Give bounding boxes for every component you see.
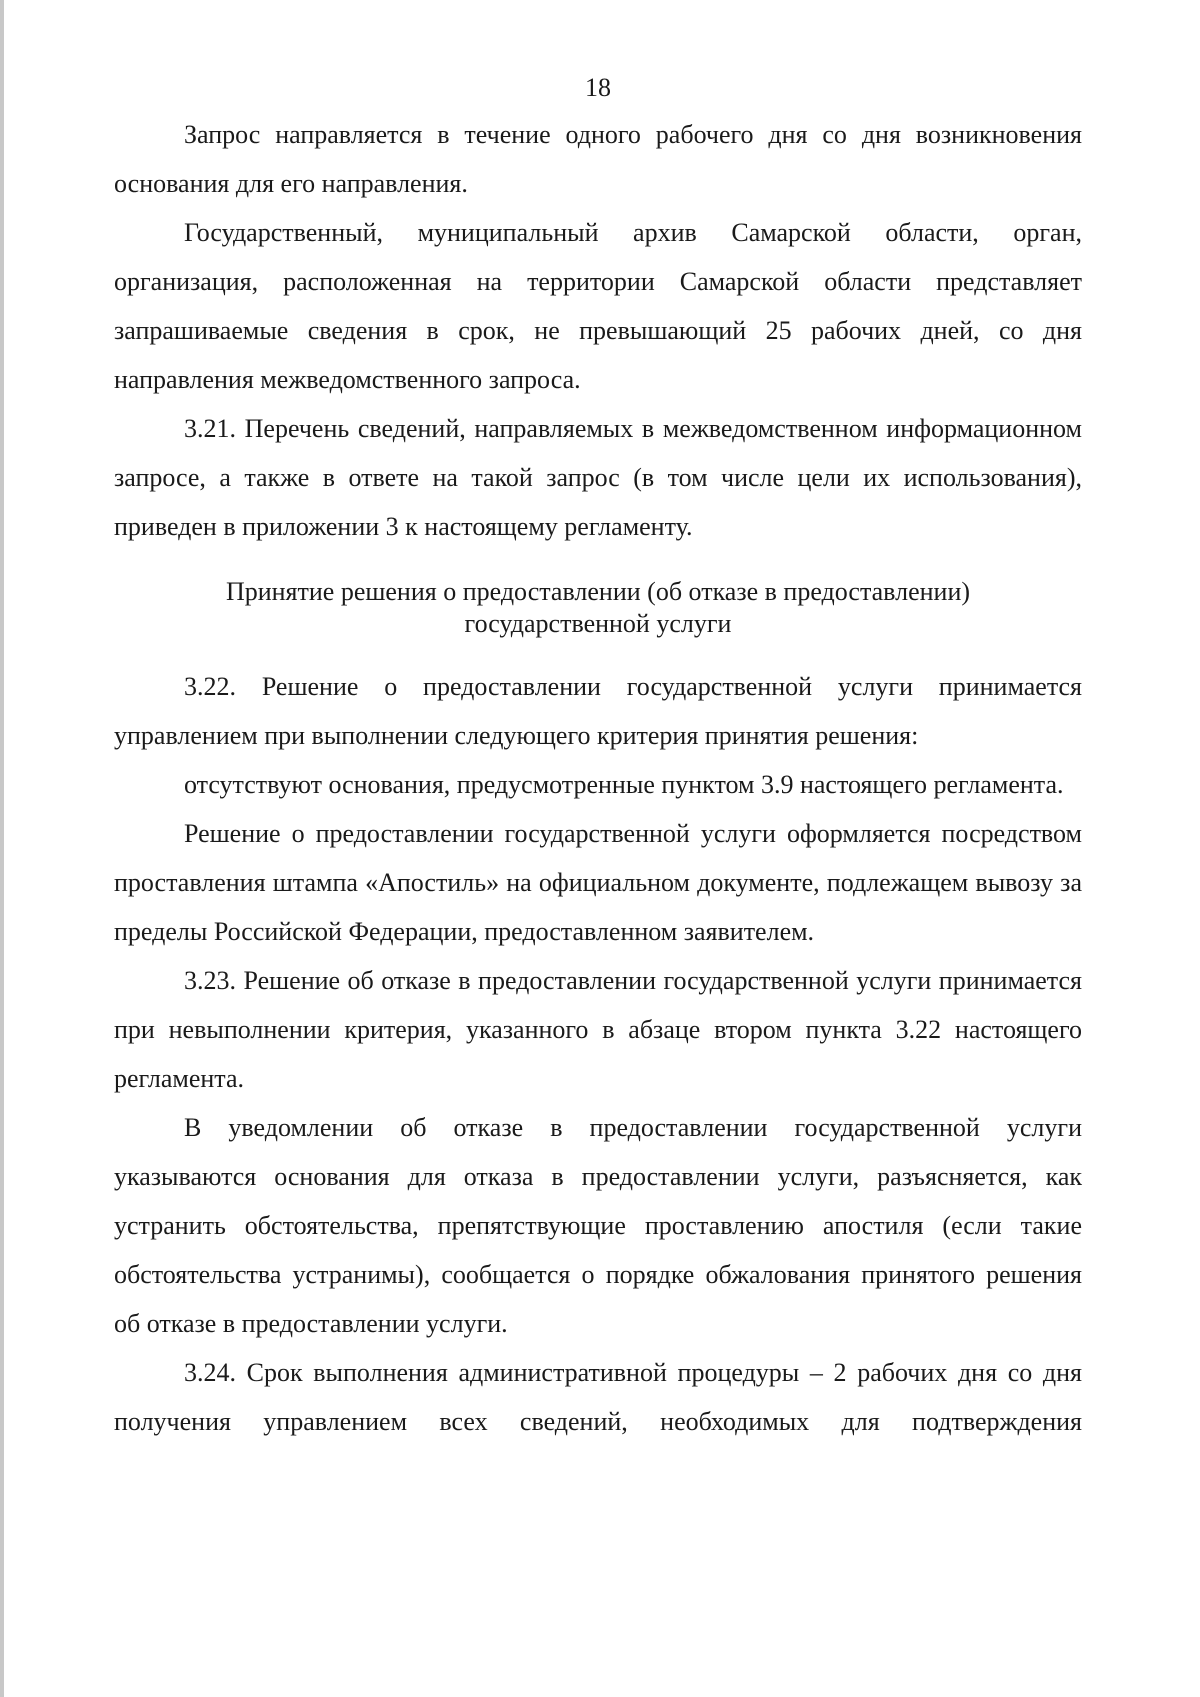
paragraph-apostille-decision: Решение о предоставлении государственной услуги оформляется посредством проставления штампа «Апостиль» на официальном документе, подлежащем вывозу за пределы Российской Федерации, предоставленном заявителем.: [114, 819, 1082, 946]
paragraph-request-timing: Запрос направляется в течение одного рабочего дня со дня возникновения основания для его направления.: [114, 120, 1082, 198]
paragraph-3-21: 3.21. Перечень сведений, направляемых в межведомственном информационном запросе, а также в ответе на такой запрос (в том числе цели их использования), приведен в приложении 3 к настоящему регламенту.: [114, 414, 1082, 541]
page-left-edge: [0, 0, 4, 1697]
paragraph-3-24: 3.24. Срок выполнения административной процедуры – 2 рабочих дня со дня получения управлением всех сведений, необходимых для подтверждения: [114, 1358, 1082, 1436]
paragraph-refusal-notice: В уведомлении об отказе в предоставлении государственной услуги указываются основания для отказа в предоставлении услуги, разъясняется, как устранить обстоятельства, препятствующие проставлению апостиля (если такие обстоятельства устранимы), сообщается о порядке обжалования принятого решения об отказе в предоставлении услуги.: [114, 1113, 1082, 1338]
paragraph-3-23: 3.23. Решение об отказе в предоставлении государственной услуги принимается при невыполнении критерия, указанного в абзаце втором пункта 3.22 настоящего регламента.: [114, 966, 1082, 1093]
document-page: [114, 68, 1082, 1446]
paragraph-archive-response: Государственный, муниципальный архив Самарской области, орган, организация, расположенная на территории Самарской области представляет запрашиваемые сведения в срок, не превышающий 25 рабочих дней, со дня направления межведомственного запроса.: [114, 218, 1082, 394]
page-number: 18: [585, 73, 611, 102]
section-heading-line-2: государственной услуги: [464, 609, 732, 638]
paragraph-criterion: отсутствуют основания, предусмотренные пунктом 3.9 настоящего регламента.: [184, 770, 1064, 799]
section-heading-line-1: Принятие решения о предоставлении (об отказе в предоставлении): [225, 577, 971, 606]
paragraph-3-22: 3.22. Решение о предоставлении государственной услуги принимается управлением при выполнении следующего критерия принятия решения:: [114, 672, 1082, 750]
section-heading: [114, 576, 1082, 640]
